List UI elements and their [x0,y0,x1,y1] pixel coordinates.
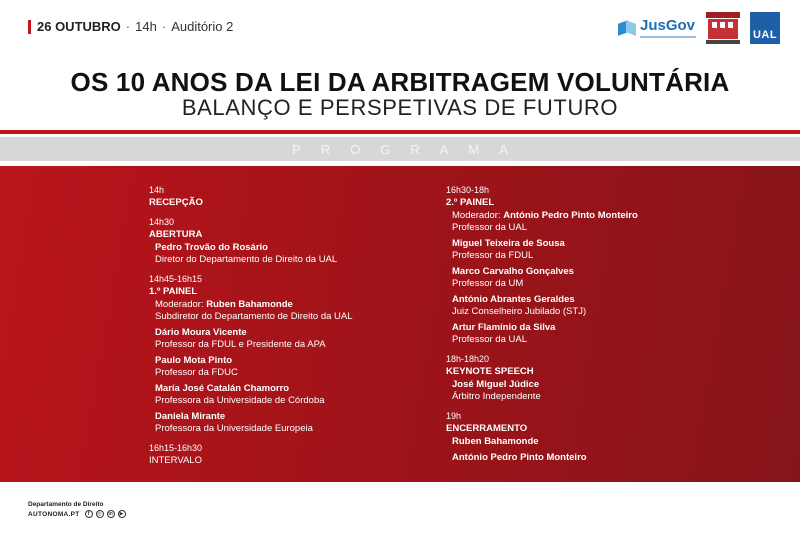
speaker-role: Diretor do Departamento de Direito da UAL [155,254,338,265]
speaker [446,435,746,448]
speaker [149,354,439,379]
speaker-name-line [452,209,746,222]
program-time: 14h30 [149,217,175,227]
partner-logos [618,12,780,44]
speaker-name-line [452,237,746,250]
speaker [446,237,746,262]
speaker-role: Professor da FDUC [155,367,238,378]
speaker [446,378,746,403]
speaker-name: Paulo Mota Pinto [155,355,233,366]
jusgov-mark-icon [618,19,636,37]
footer-row [28,510,126,518]
jusgov-name: JusGov [640,17,696,34]
accent-bar [28,20,31,34]
speaker [149,241,439,266]
speaker-role: Professora da Universidade de Córdoba [155,395,325,406]
footer-department: Departamento de Direito [28,501,104,508]
speaker-name: Marco Carvalho Gonçalves [452,266,574,277]
speaker-role: Professor da UAL [452,334,527,345]
program-panel [0,166,800,482]
event-subtitle: BALANÇO E PERSPETIVAS DE FUTURO [181,95,619,120]
event-date: 26 OUTUBRO [37,19,121,34]
speaker-name-line [452,451,746,464]
programa-banner [0,137,800,161]
program-block [149,216,439,266]
speaker-role: Professor da UM [452,278,524,289]
jusgov-logo [618,18,696,38]
speaker-role: Professor da UAL [452,222,527,233]
speaker-name: José Miguel Júdice [452,379,540,390]
footer-site-link[interactable]: AUTONOMA.PT [28,510,80,518]
event-title: OS 10 ANOS DA LEI DA ARBITRAGEM VOLUNTÁRIA [70,67,730,97]
speaker-name: María José Catalán Chamorro [155,383,290,394]
speaker-name: Miguel Teixeira de Sousa [452,238,565,249]
speaker-name-line [155,241,439,254]
speaker-role: Professora da Universidade Europeia [155,423,313,434]
program-time: 18h-18h20 [446,354,490,364]
title-divider [0,130,800,134]
footer [28,500,126,518]
speaker-role: Subdiretor do Departamento de Direito da UAL [155,311,353,322]
program-time: 16h15-16h30 [149,443,203,453]
event-date-line [28,19,233,34]
speaker-name-line [452,435,746,448]
speaker-name: Ruben Bahamonde [452,436,539,447]
separator: · [161,19,167,34]
institute-building-logo [706,12,740,44]
instagram-icon[interactable]: ◎ [97,511,102,517]
program-column-left [149,184,439,474]
facebook-icon[interactable]: f [85,510,93,518]
program-block [446,353,746,403]
speaker-name: Dário Moura Vicente [155,327,247,338]
program-block [446,410,746,464]
speaker-role: Árbitro Independente [452,391,541,402]
program-time: 14h [149,185,165,195]
speaker [446,293,746,318]
program-time: 16h30-18h [446,185,490,195]
ual-logo: UAL [750,12,780,44]
program-session-title: ABERTURA [149,229,203,240]
speaker-name: Daniela Mirante [155,411,226,422]
youtube-icon[interactable]: ▶ [118,510,126,518]
program-time: 19h [446,411,462,421]
speaker-name-line [155,410,439,423]
speaker-name: António Abrantes Geraldes [452,294,575,305]
speaker [149,326,439,351]
program-block [446,184,746,346]
speaker [446,265,746,290]
speaker [149,410,439,435]
speaker-name: António Pedro Pinto Monteiro [503,210,638,221]
event-time: 14h [135,19,157,34]
program-column-right [446,184,746,471]
program-block [149,273,439,435]
speaker-role: Professor da FDUL [452,250,534,261]
speaker-name-line [452,321,746,334]
speaker-prefix: Moderador: [452,210,504,221]
jusgov-tagline-line [640,36,696,38]
speaker-name-line [155,326,439,339]
speaker-role: Professor da FDUL e Presidente da APA [155,339,326,350]
speaker-name-line [452,378,746,391]
linkedin-icon[interactable]: in [108,511,113,517]
program-session-title: ENCERRAMENTO [446,423,528,434]
separator: · [125,19,131,34]
speaker [149,382,439,407]
speaker [446,321,746,346]
programa-label: PROGRAMA [292,141,528,157]
program-session-title: KEYNOTE SPEECH [446,366,534,377]
speaker [446,209,746,234]
program-session-title: 1.º PAINEL [149,286,198,297]
speaker-name-line [155,354,439,367]
speaker-name-line [155,298,439,311]
speaker-name-line [452,265,746,278]
speaker [149,298,439,323]
program-session-title: RECEPÇÃO [149,197,203,208]
speaker-name-line [155,382,439,395]
speaker-name: Pedro Trovão do Rosário [155,242,268,253]
speaker-prefix: Moderador: [155,299,207,310]
speaker-role: Juiz Conselheiro Jubilado (STJ) [452,306,587,317]
program-session-title: 2.º PAINEL [446,197,495,208]
speaker-name: Ruben Bahamonde [206,299,293,310]
program-time: 14h45-16h15 [149,274,203,284]
speaker-name-line [452,293,746,306]
program-session-title: INTERVALO [149,455,202,466]
speaker [446,451,746,464]
program-block [149,442,439,467]
event-venue: Auditório 2 [171,19,234,34]
speaker-name: Artur Flamínio da Silva [452,322,556,333]
program-block [149,184,439,209]
speaker-name: António Pedro Pinto Monteiro [452,452,587,463]
